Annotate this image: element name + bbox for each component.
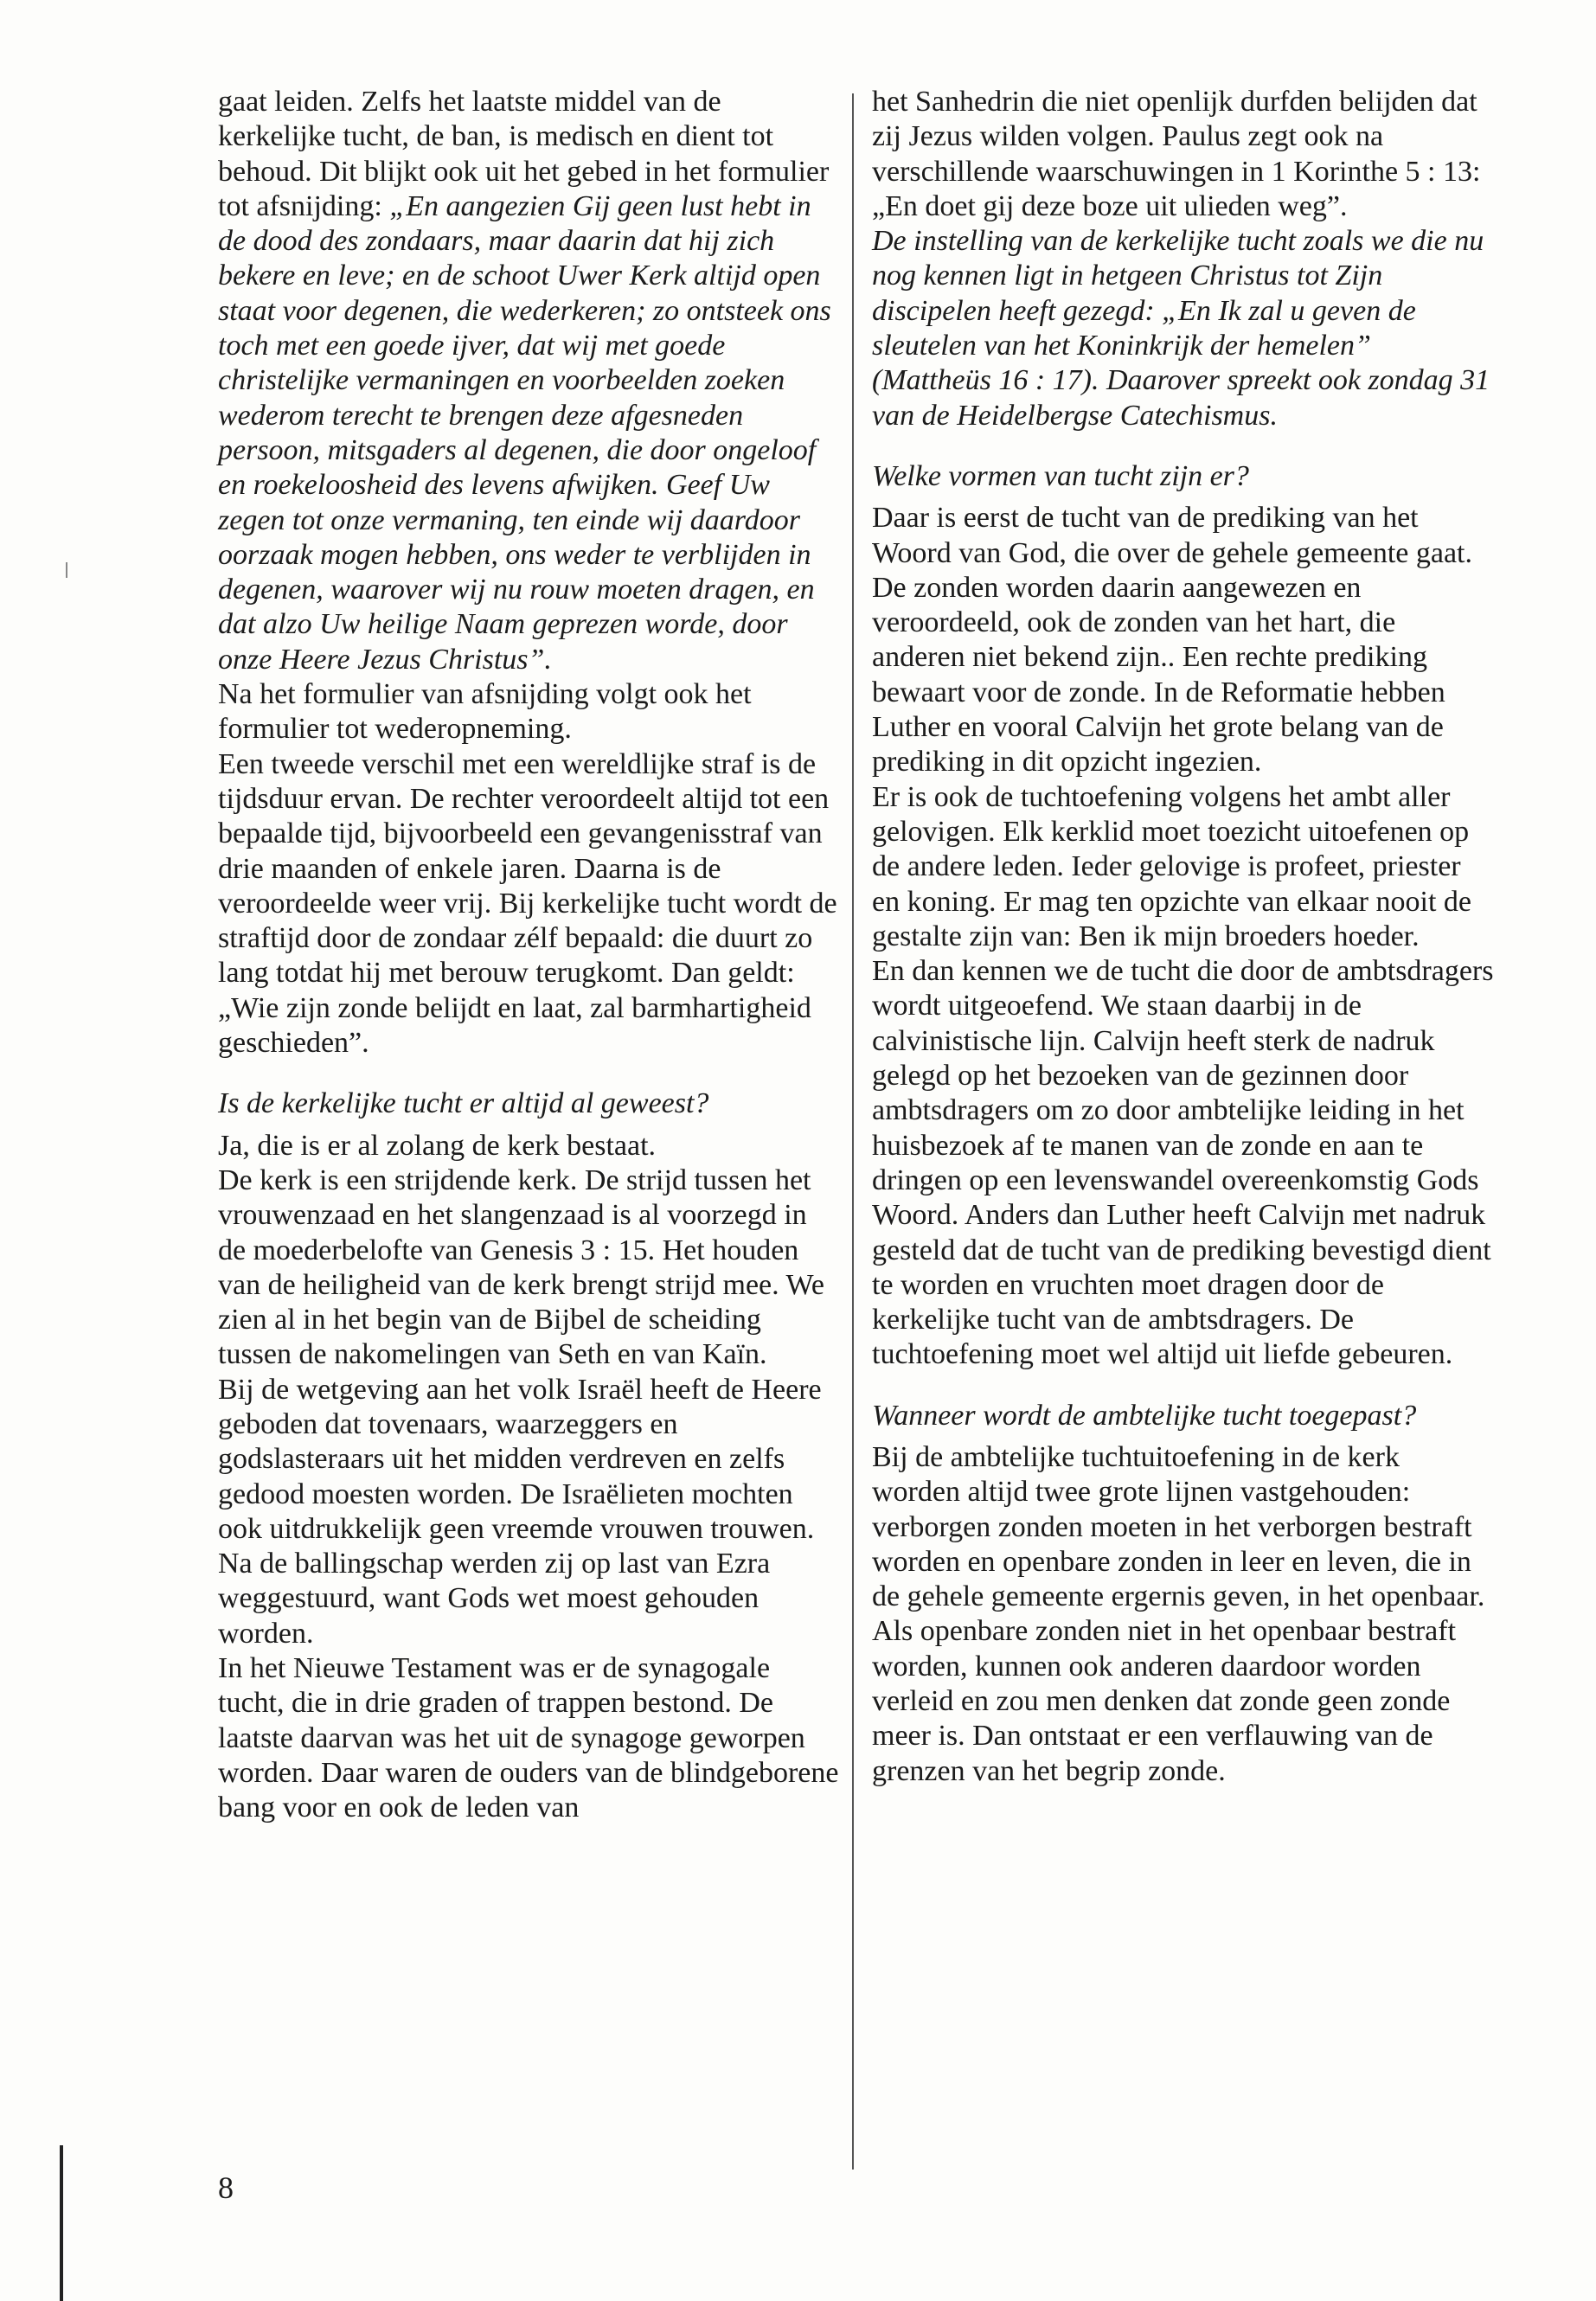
paragraph bbox=[872, 224, 1495, 433]
paragraph: Bij de wetgeving aan het volk Israël heeft de Heere geboden dat tovenaars, waarzeggers en godslasteraars uit het midden verdreven en zelfs gedood moesten worden. De Israëlieten mochten ook uitdrukkelijk geen vreemde vrouwen trouwen. Na de ballingschap werden zij op last van Ezra weggestuurd, want Gods wet moest gehouden worden. bbox=[218, 1373, 822, 1650]
paragraph-text: gaat leiden. Zelfs het laatste middel van de kerkelijke tucht, de ban, is medisch en dient tot behoud. Dit blijkt ook uit het gebed in het formulier tot afsnijding: bbox=[218, 86, 830, 222]
paragraph: Er is ook de tuchtoefening volgens het ambt aller gelovigen. Elk kerklid moet toezicht uitoefenen op de andere leden. Ieder gelovige is profeet, priester en koning. Er mag ten opzichte van elkaar nooit de gestalte zijn van: Ben ik mijn broeders hoeder. bbox=[872, 780, 1471, 952]
paragraph: het Sanhedrin die niet openlijk durfden belijden dat zij Jezus wilden volgen. Paulus zegt ook na verschillende waarschuwingen in 1 Korinthe 5 : 13: „En doet gij deze boze uit ulieden weg”. bbox=[872, 86, 1481, 222]
page-number: 8 bbox=[218, 2170, 234, 2205]
paragraph: Daar is eerst de tucht van de prediking van het Woord van God, die over de gehele gemeente gaat. De zonden worden daarin aangewezen en veroordeeld, ook de zonden van het hart, die anderen niet bekend zijn.. Een rechte prediking bewaart voor de zonde. In de Reformatie hebben Luther en vooral Calvijn het grote belang van de prediking in dit opzicht ingezien. bbox=[872, 502, 1472, 779]
prayer-quote: „En aangezien Gij geen lust hebt in de dood des zondaars, maar daarin dat hij zich bekere en leve; en de schoot Uwer Kerk altijd open staat voor degenen, die wederkeren; zo ontsteek ons toch met een goede ijver, dat wij met goede christelijke vermaningen en voorbeelden zoeken wederom terecht te brengen deze afgesneden persoon, mitsgaders al degenen, die door ongeloof en roekeloosheid des levens afwijken. Geef Uw zegen tot onze vermaning, ten einde wij daardoor oorzaak mogen hebben, ons weder te verblijden in degenen, waarover wij nu rouw moeten dragen, en dat alzo Uw heilige Naam geprezen worde, door onze Heere Jezus Christus”. bbox=[218, 189, 831, 676]
right-column bbox=[872, 85, 1495, 1789]
column-divider bbox=[852, 93, 854, 2170]
paragraph: Ja, die is er al zolang de kerk bestaat. bbox=[218, 1129, 657, 1162]
paragraph: In het Nieuwe Testament was er de synagogale tucht, die in drie graden of trappen bestond. De laatste daarvan was het uit de synagoge geworpen worden. Daar waren de ouders van de blindgeborene bang voor en ook de leden van bbox=[218, 1652, 839, 1824]
section-heading: Is de kerkelijke tucht er altijd al geweest? bbox=[218, 1087, 709, 1120]
left-column bbox=[218, 85, 841, 1826]
section-heading: Welke vormen van tucht zijn er? bbox=[872, 459, 1249, 492]
paragraph: De kerk is een strijdende kerk. De strijd tussen het vrouwenzaad en het slangenzaad is al voorzegd in de moederbelofte van Genesis 3 : 15. Het houden van de heiligheid van de kerk brengt strijd mee. We zien al in het begin van de Bijbel de scheiding tussen de nakomelingen van Seth en van Kaïn. bbox=[218, 1163, 824, 1371]
paragraph: Bij de ambtelijke tuchtuitoefening in de kerk worden altijd twee grote lijnen vastgehouden: verborgen zonden moeten in het verborgen bestraft worden en openbare zonden in leer en leven, die in de gehele gemeente ergernis geven, in het openbaar. Als openbare zonden niet in het openbaar bestraft worden, kunnen ook anderen daardoor worden verleid en zou men denken dat zonde geen zonde meer is. Dan ontstaat er een verflauwing van de grenzen van het begrip zonde. bbox=[872, 1440, 1485, 1787]
paragraph: Een tweede verschil met een wereldlijke straf is de tijdsduur ervan. De rechter veroordeelt altijd tot een bepaalde tijd, bijvoorbeeld een gevangenisstraf van drie maanden of enkele jaren. Daarna is de veroordeelde weer vrij. Bij kerkelijke tucht wordt de straftijd door de zondaar zélf bepaald: die duurt zo lang totdat hij met berouw terugkomt. Dan geldt: „Wie zijn zonde belijdt en laat, zal barmhartigheid geschieden”. bbox=[218, 747, 837, 1060]
paragraph: Na het formulier van afsnijding volgt ook het formulier tot wederopneming. bbox=[218, 678, 752, 746]
paragraph bbox=[218, 85, 841, 677]
section-heading: Wanneer wordt de ambtelijke tucht toegepast? bbox=[872, 1399, 1417, 1432]
scan-edge-mark bbox=[60, 2145, 63, 2301]
paragraph: En dan kennen we de tucht die door de ambtsdragers wordt uitgeoefend. We staan daarbij in de calvinistische lijn. Calvijn heeft sterk de nadruk gelegd op het bezoeken van de gezinnen door ambtsdragers om zo door ambtelijke leiding in het huisbezoek af te manen van de zonde en aan te dringen op een levenswandel overeenkomstig Gods Woord. Anders dan Luther heeft Calvijn met nadruk gesteld dat de tucht van de prediking bevestigd dient te worden en vruchten moet dragen door de kerkelijke tucht van de ambtsdragers. De tuchtoefening moet wel altijd uit liefde gebeuren. bbox=[872, 955, 1494, 1371]
italic-paragraph: De instelling van de kerkelijke tucht zoals we die nu nog kennen ligt in hetgeen Christus tot Zijn discipelen heeft gezegd: „En Ik zal u geven de sleutelen van het Koninkrijk der hemelen” (Mattheüs 16 : 17). Daarover spreekt ook zondag 31 van de Heidelbergse Catechismus. bbox=[872, 225, 1490, 432]
scan-speck bbox=[66, 562, 67, 578]
